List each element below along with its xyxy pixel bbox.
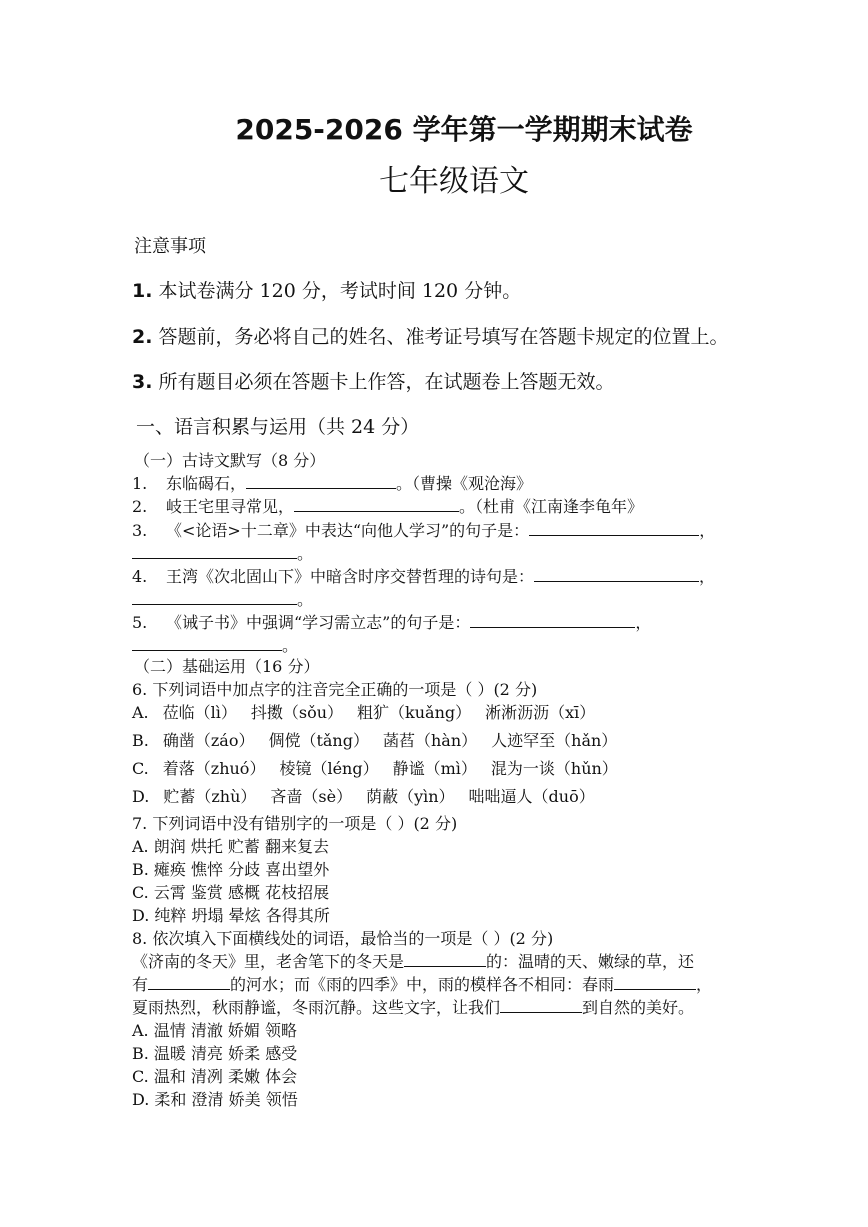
question-4-line-2: 。	[132, 587, 313, 610]
notice-item-1: 1. 本试卷满分 120 分，考试时间 120 分钟。	[132, 280, 522, 302]
answer-blank[interactable]	[132, 588, 297, 605]
question-7-stem: 7. 下列词语中没有错别字的一项是（ ）(2 分)	[132, 814, 458, 833]
question-2: 2. 岐王宅里寻常见， 。（杜甫《江南逢李龟年》	[132, 497, 644, 516]
answer-blank[interactable]	[404, 950, 486, 967]
question-1: 1. 东临碣石， 。（曹操《观沧海》	[132, 474, 533, 493]
question-8-option-b[interactable]: B. 温暖 清亮 娇柔 感受	[132, 1044, 298, 1063]
answer-blank[interactable]	[132, 634, 282, 651]
question-8-option-d[interactable]: D. 柔和 澄清 娇美 领悟	[132, 1090, 298, 1109]
question-6-option-c[interactable]: C. 着落（zhuó） 棱镜（léng） 静谧（mì） 混为一谈（hǔn）	[132, 759, 618, 778]
part-2-title: （二）基础运用（16 分）	[134, 657, 320, 676]
question-4: 4. 王湾《次北固山下》中暗含时序交替哲理的诗句是： ，	[132, 567, 716, 586]
question-3-line-2: 。	[132, 541, 313, 564]
question-7-option-a[interactable]: A. 朗润 烘托 贮蓄 翻来复去	[132, 837, 329, 856]
question-8-option-c[interactable]: C. 温和 清冽 柔嫩 体会	[132, 1067, 298, 1086]
answer-blank[interactable]	[148, 973, 230, 990]
answer-blank[interactable]	[246, 472, 396, 489]
notice-item-2: 2. 答题前，务必将自己的姓名、准考证号填写在答题卡规定的位置上。	[132, 326, 729, 348]
notice-heading: 注意事项	[134, 236, 206, 257]
part-1-title: （一）古诗文默写（8 分）	[134, 451, 326, 470]
exam-subject: 七年级语文	[379, 164, 529, 199]
question-8-passage-line-1: 《济南的冬天》里，老舍笔下的冬天是 的：温晴的天、嫩绿的草，还	[132, 952, 695, 971]
question-6-option-b[interactable]: B. 确凿（záo） 倜傥（tǎng） 菡萏（hàn） 人迹罕至（hǎn）	[132, 731, 618, 750]
answer-blank[interactable]	[534, 565, 699, 582]
notice-item-3: 3. 所有题目必须在答题卡上作答，在试题卷上答题无效。	[132, 371, 615, 393]
answer-blank[interactable]	[294, 495, 459, 512]
answer-blank[interactable]	[614, 973, 696, 990]
answer-blank[interactable]	[132, 542, 297, 559]
question-8-option-a[interactable]: A. 温情 清澈 娇媚 领略	[132, 1021, 297, 1040]
question-8-passage-line-3: 夏雨热烈，秋雨静谧，冬雨沉静。这些文字，让我们 到自然的美好。	[132, 998, 695, 1017]
question-3: 3. 《<论语>十二章》中表达“向他人学习”的句子是： ，	[132, 521, 716, 540]
section-1-title: 一、语言积累与运用（共 24 分）	[136, 416, 420, 438]
question-6-option-d[interactable]: D. 贮蓄（zhù） 吝啬（sè） 荫蔽（yìn） 咄咄逼人（duō）	[132, 787, 595, 806]
question-5: 5. 《诫子书》中强调“学习需立志”的句子是： ，	[132, 613, 652, 632]
question-5-line-2: 。	[132, 633, 298, 656]
answer-blank[interactable]	[470, 611, 635, 628]
answer-blank[interactable]	[529, 519, 699, 536]
question-6-option-a[interactable]: A. 莅临（lì） 抖擞（sǒu） 粗犷（kuǎng） 淅淅沥沥（xī）	[132, 703, 596, 722]
question-8-stem: 8. 依次填入下面横线处的词语，最恰当的一项是（ ）(2 分)	[132, 929, 554, 948]
question-8-passage-line-2: 有 的河水；而《雨的四季》中，雨的模样各不相同：春雨 ，	[132, 975, 713, 994]
question-6-stem: 6. 下列词语中加点字的注音完全正确的一项是（ ）(2 分)	[132, 680, 538, 699]
answer-blank[interactable]	[500, 996, 582, 1013]
question-7-option-c[interactable]: C. 云霄 鉴赏 感概 花枝招展	[132, 883, 330, 902]
exam-title: 2025-2026 学年第一学期期末试卷	[235, 113, 693, 146]
question-7-option-d[interactable]: D. 纯粹 坍塌 晕炫 各得其所	[132, 906, 330, 925]
question-7-option-b[interactable]: B. 瘫痪 憔悴 分歧 喜出望外	[132, 860, 330, 879]
